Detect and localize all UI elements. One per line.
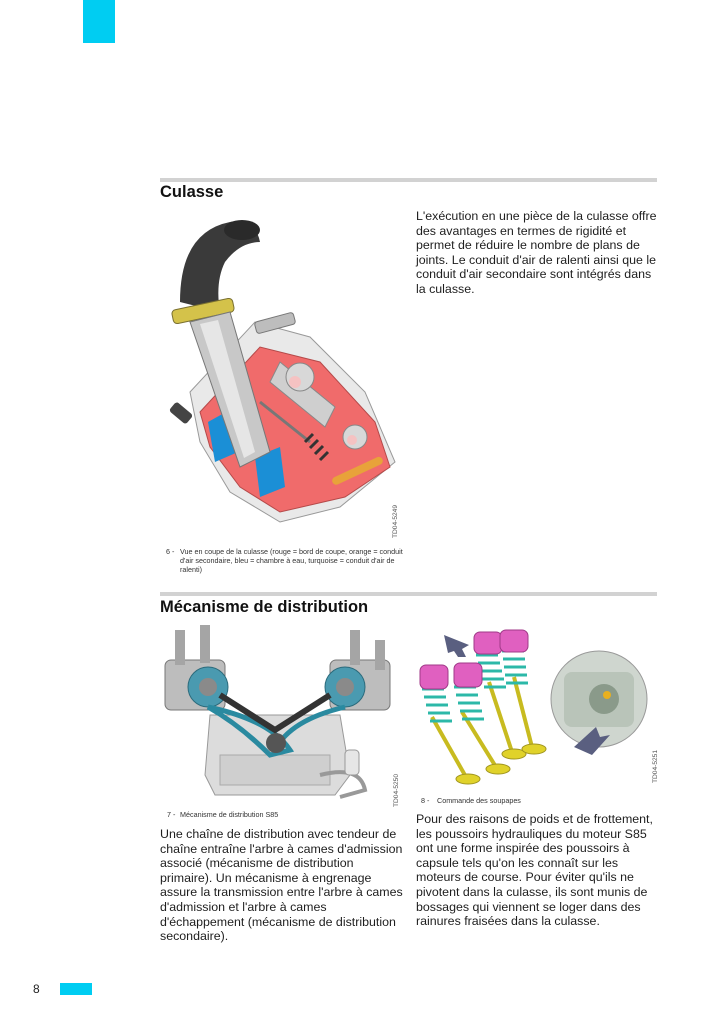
distribution-paragraph-right: Pour des raisons de poids et de frottement, les poussoirs hydrauliques du moteur S85 ont une forme inspirée des poussoirs à capsule tels qu'on les connaît sur les moteurs de course. Pour éviter qu'ils ne pivotent dans la culasse, ils sont munis de bossages qui viennent se loger dans des rainures fraisées dans la culasse. xyxy=(416,812,653,929)
figure6-code: TD04-5249 xyxy=(392,505,399,538)
figure-valve-actuation-illustration xyxy=(414,627,654,787)
top-accent-tab xyxy=(83,0,115,43)
figure6-caption: Vue en coupe de la culasse (rouge = bord de coupe, orange = conduit d'air secondaire, bleu = chambre à eau, turquoise = conduit d'air de ralenti) xyxy=(180,547,403,574)
section-rule xyxy=(160,178,657,182)
figure8-number: 8 - xyxy=(421,796,430,805)
distribution-paragraph-left: Une chaîne de distribution avec tendeur de chaîne entraîne l'arbre à cames d'admission associé (mécanisme de distribution primaire). Un mécanisme à engrenage assure la transmission entre l'arbre à cames d'admission et l'arbre à cames d'échappement (mécanisme de distribution secondaire). xyxy=(160,827,403,944)
section-heading-culasse: Culasse xyxy=(160,183,224,201)
page-number: 8 xyxy=(33,982,40,996)
section-rule xyxy=(160,592,657,596)
figure8-code: TD04-5251 xyxy=(652,750,659,783)
figure7-code: TD04-5250 xyxy=(393,774,400,807)
figure6-number: 6 - xyxy=(166,547,175,556)
figure-cylinder-head-illustration xyxy=(160,212,400,537)
figure-timing-mechanism-illustration xyxy=(160,625,392,803)
figure7-number: 7 - xyxy=(167,810,176,819)
footer-accent-bar xyxy=(60,983,92,995)
figure7-caption: Mécanisme de distribution S85 xyxy=(180,810,279,819)
figure8-caption: Commande des soupapes xyxy=(437,796,521,805)
culasse-paragraph: L'exécution en une pièce de la culasse offre des avantages en termes de rigidité et permet de réduire le nombre de plans de joints. Le conduit d'air de ralenti ainsi que le conduit d'air secondaire sont intégrés dans la culasse. xyxy=(416,209,657,296)
section-heading-distribution: Mécanisme de distribution xyxy=(160,598,369,616)
